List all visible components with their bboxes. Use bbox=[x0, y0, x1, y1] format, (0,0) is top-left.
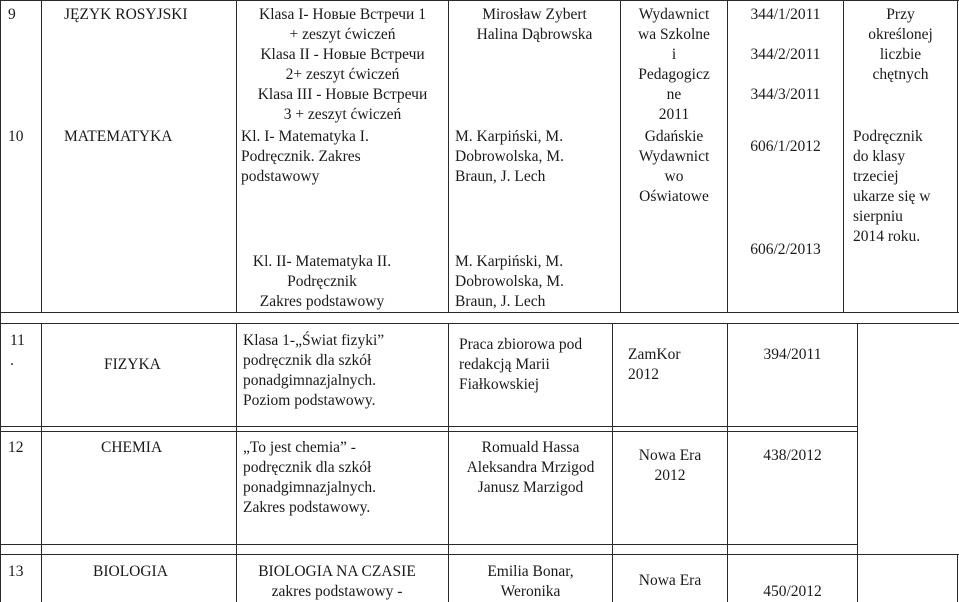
row-divider bbox=[0, 323, 959, 324]
notes-cell bbox=[853, 127, 930, 247]
row-divider bbox=[0, 312, 959, 313]
column-divider bbox=[0, 0, 1, 602]
subject-cell: BIOLOGIA bbox=[93, 563, 168, 580]
author-line: Dobrowolska, M. bbox=[455, 148, 564, 165]
author-line: Halina Dąbrowska bbox=[476, 26, 593, 43]
column-divider bbox=[957, 554, 958, 602]
column-divider bbox=[857, 323, 858, 602]
subject-cell: CHEMIA bbox=[101, 439, 163, 456]
author-line: Praca zbiorowa pod bbox=[459, 336, 583, 353]
notes-cell bbox=[844, 5, 957, 85]
approval-number: 394/2011 bbox=[763, 346, 822, 363]
authors-cell bbox=[455, 127, 564, 187]
publisher-line: wo bbox=[664, 168, 684, 185]
publisher-line: i bbox=[671, 46, 677, 63]
approval-number: 450/2012 bbox=[763, 583, 822, 600]
title-line: Klasa I- Новые Встречи 1 bbox=[259, 6, 426, 23]
author-line: Fiałkowskiej bbox=[459, 376, 540, 393]
publisher-line: wa Szkolne bbox=[638, 26, 710, 43]
author-line: Weronika bbox=[500, 583, 561, 600]
row-divider bbox=[0, 426, 858, 427]
column-divider bbox=[448, 0, 449, 313]
note-line: chętnych bbox=[872, 66, 929, 83]
authors-cell bbox=[449, 562, 612, 602]
title-cell bbox=[237, 5, 448, 125]
title-line: Klasa 1-„Świat fizyki” bbox=[243, 332, 385, 349]
note-line: sierpniu bbox=[853, 208, 903, 225]
title-line: 2+ zeszyt ćwiczeń bbox=[285, 66, 400, 83]
note-line: 2014 roku. bbox=[853, 228, 921, 245]
publisher-line: Nowa Era bbox=[638, 447, 702, 464]
authors-cell bbox=[459, 335, 582, 395]
title-line: Klasa III - Новые Встречи bbox=[257, 86, 428, 103]
approval-number: 438/2012 bbox=[763, 447, 822, 464]
note-line: ukarze się w bbox=[853, 188, 931, 205]
note-line: określonej bbox=[868, 26, 933, 43]
author-line: Dobrowolska, M. bbox=[455, 273, 564, 290]
publisher-line: 2012 bbox=[628, 366, 659, 383]
authors-cell bbox=[449, 438, 612, 498]
title-line: podręcznik dla szkół bbox=[243, 352, 372, 369]
title-line: Zakres podstawowy bbox=[259, 293, 385, 310]
title-cell bbox=[237, 562, 437, 602]
subject-cell: JĘZYK ROSYJSKI bbox=[64, 6, 188, 23]
row-number: 10 bbox=[8, 128, 24, 145]
author-line: M. Karpiński, M. bbox=[455, 128, 564, 145]
title-cell bbox=[241, 127, 369, 187]
title-line: + zeszyt ćwiczeń bbox=[289, 26, 396, 43]
row-number: 12 bbox=[8, 439, 24, 456]
author-line: Mirosław Zybert bbox=[482, 6, 587, 23]
title-cell bbox=[243, 331, 384, 411]
row-divider bbox=[0, 544, 858, 545]
author-line: Braun, J. Lech bbox=[455, 293, 546, 310]
subject-cell: MATEMATYKA bbox=[64, 128, 173, 145]
publisher-line: Gdańskie bbox=[644, 128, 704, 145]
title-line: zakres podstawowy - bbox=[271, 583, 403, 600]
author-line: Aleksandra Mrzigod bbox=[466, 459, 595, 476]
publisher-cell bbox=[621, 127, 727, 207]
title-line: BIOLOGIA NA CZASIE bbox=[258, 563, 416, 580]
publisher-cell: Nowa Era bbox=[638, 572, 702, 589]
note-line: Przy bbox=[886, 6, 915, 23]
title-cell bbox=[243, 438, 376, 518]
publisher-cell bbox=[628, 345, 681, 385]
title-line: Poziom podstawowy. bbox=[243, 392, 376, 409]
row-number: 11 . bbox=[10, 332, 25, 369]
title-line: Podręcznik bbox=[287, 273, 357, 290]
title-cell bbox=[237, 252, 407, 312]
title-line: Kl. I- Matematyka I. bbox=[241, 128, 369, 145]
note-line: trzeciej bbox=[853, 168, 899, 185]
title-line: Kl. II- Matematyka II. bbox=[252, 253, 392, 270]
publisher-line: ne bbox=[666, 86, 682, 103]
author-line: redakcją Marii bbox=[459, 356, 550, 373]
publisher-line: Pedagogicz bbox=[638, 66, 710, 83]
authors-cell bbox=[449, 5, 620, 45]
approval-number: 606/1/2012 bbox=[750, 138, 821, 155]
title-line: 3 + zeszyt ćwiczeń bbox=[283, 106, 402, 123]
publisher-line: ZamKor bbox=[628, 346, 681, 363]
approval-number: 344/2/2011 bbox=[750, 46, 821, 63]
column-divider bbox=[41, 323, 42, 602]
publisher-cell bbox=[621, 5, 727, 125]
subject-cell: FIZYKA bbox=[104, 356, 161, 373]
author-line: Romuald Hassa bbox=[481, 439, 580, 456]
author-line: M. Karpiński, M. bbox=[455, 253, 564, 270]
approval-number: 344/1/2011 bbox=[750, 6, 821, 23]
publisher-line: 2012 bbox=[654, 467, 686, 484]
row-divider bbox=[0, 0, 959, 1]
column-divider bbox=[41, 0, 42, 313]
title-line: „To jest chemia” - bbox=[243, 439, 356, 456]
note-line: liczbie bbox=[879, 46, 922, 63]
publisher-line: Oświatowe bbox=[639, 188, 709, 205]
title-line: ponadgimnazjalnych. bbox=[243, 372, 376, 389]
row-number: 13 bbox=[8, 563, 24, 580]
author-line: Emilia Bonar, bbox=[487, 563, 574, 580]
note-line: do klasy bbox=[853, 148, 906, 165]
row-divider bbox=[0, 554, 959, 555]
publisher-cell bbox=[613, 446, 727, 486]
approval-number: 344/3/2011 bbox=[750, 86, 821, 103]
column-divider bbox=[236, 323, 237, 602]
note-line: Podręcznik bbox=[853, 128, 923, 145]
title-line: Zakres podstawowy. bbox=[243, 499, 371, 516]
publisher-line: Wydawnict bbox=[638, 6, 710, 23]
title-line: ponadgimnazjalnych. bbox=[243, 479, 376, 496]
column-divider bbox=[957, 0, 958, 313]
author-line: Braun, J. Lech bbox=[455, 168, 546, 185]
title-line: podstawowy bbox=[241, 168, 320, 185]
row-number: 9 bbox=[8, 6, 16, 23]
title-line: podręcznik dla szkół bbox=[243, 459, 372, 476]
publisher-line: Wydawnict bbox=[638, 148, 710, 165]
author-line: Janusz Marzigod bbox=[477, 479, 584, 496]
title-line: Klasa II - Новые Встречи bbox=[260, 46, 425, 63]
publisher-line: 2011 bbox=[658, 106, 690, 123]
title-line: Podręcznik. Zakres bbox=[241, 148, 361, 165]
authors-cell bbox=[455, 252, 564, 312]
approval-number: 606/2/2013 bbox=[750, 241, 821, 258]
row-divider bbox=[0, 431, 858, 432]
